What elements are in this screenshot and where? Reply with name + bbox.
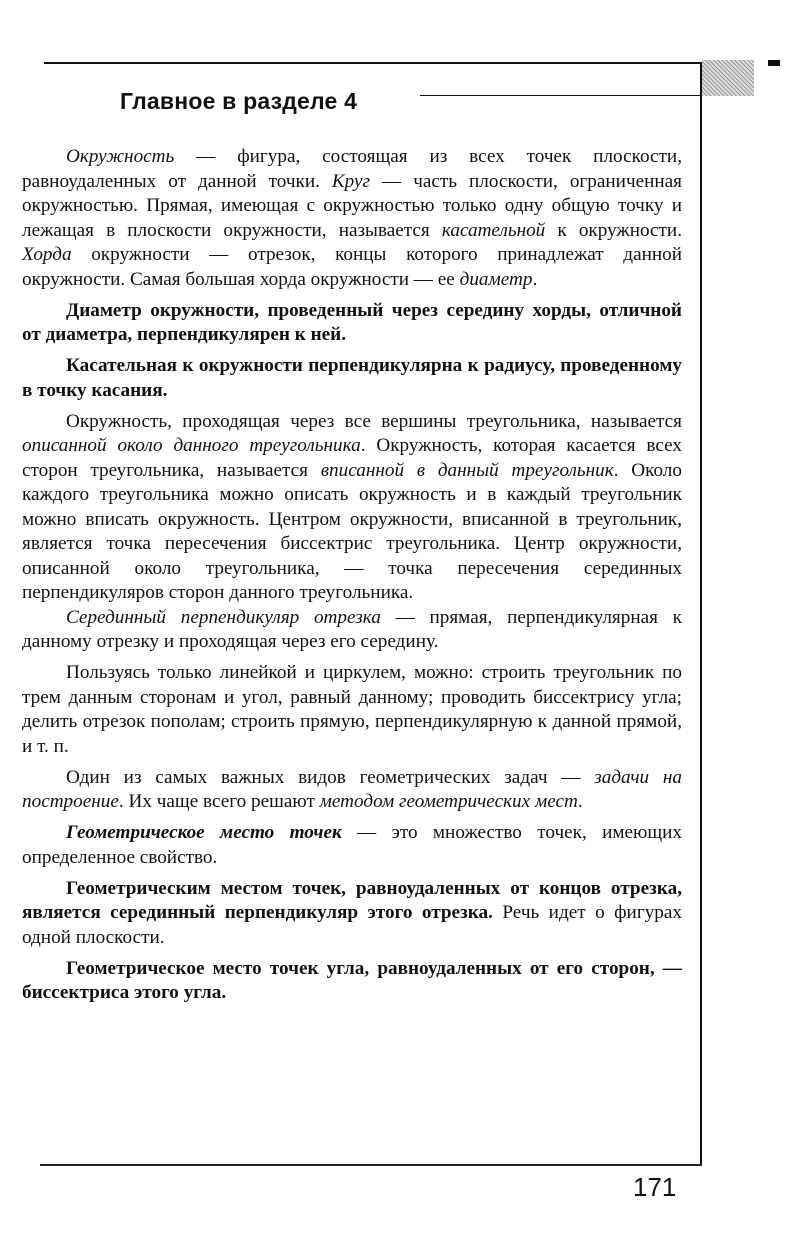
heading-rule: [420, 95, 702, 96]
right-margin-rule: [700, 62, 702, 1166]
top-rule: [44, 62, 704, 64]
paragraph-locus-definition: Геометрическое место точек — это множество точек, имеющих определенное свойство.: [22, 822, 682, 868]
corner-mark: [768, 60, 780, 66]
bottom-rule: [40, 1164, 702, 1166]
section-title: Главное в разделе 4: [120, 88, 358, 114]
paragraph-perpendicular-bisector: Серединный перпендикуляр отрезка — прямая, перпендикулярная к данному отрезку и проходящая через его середину.: [22, 606, 682, 652]
paragraph-construction-problems: Один из самых важных видов геометрических задач — задачи на построение. Их чаще всего решают методом геометрических мест.: [22, 766, 682, 812]
page-body: [22, 145, 682, 1012]
paragraph-circumscribed-inscribed: Окружность, проходящая через все вершины треугольника, называется описанной около данного треугольника. Окружность, которая касается всех сторон треугольника, называется вписанной в данный треугольник. Около каждого треугольника можно описать окружность и в каждый треугольник можно вписать окружность. Центром окружности, вписанной в треугольник, является точка пересечения биссектрис треугольника. Центр окружности, описанной около треугольника, — точка пересечения серединных перпендикуляров сторон данного треугольника.: [22, 410, 682, 603]
paragraph-tangent-theorem: Касательная к окружности перпендикулярна к радиусу, проведенному в точку касания.: [22, 355, 682, 401]
page-number: 171: [633, 1172, 677, 1202]
corner-shading: [702, 60, 754, 96]
paragraph-locus-angle: Геометрическое место точек угла, равноудаленных от его сторон, — биссектриса этого угла.: [22, 957, 682, 1003]
paragraph-diameter-theorem: Диаметр окружности, проведенный через середину хорды, отличной от диаметра, перпендикулярен к ней.: [22, 299, 682, 345]
paragraph-circle-definition: Окружность — фигура, состоящая из всех точек плоскости, равноудаленных от данной точки. Круг — часть плоскости, ограниченная окружностью. Прямая, имеющая с окружностью только одну общую точку и лежащая в плоскости окружности, называется касательной к окружности. Хорда окружности — отрезок, концы которого принадлежат данной окружности. Самая большая хорда окружности — ее диаметр.: [22, 146, 683, 290]
paragraph-locus-segment: Геометрическим местом точек, равноудаленных от концов отрезка, является серединный перпендикуляр этого отрезка. Речь идет о фигурах одной плоскости.: [22, 877, 682, 948]
paragraph-ruler-compass: Пользуясь только линейкой и циркулем, можно: строить треугольник по трем данным сторонам и угол, равный данному; проводить биссектрису угла; делить отрезок пополам; строить прямую, перпендикулярную к данной прямой, и т. п.: [22, 662, 682, 757]
